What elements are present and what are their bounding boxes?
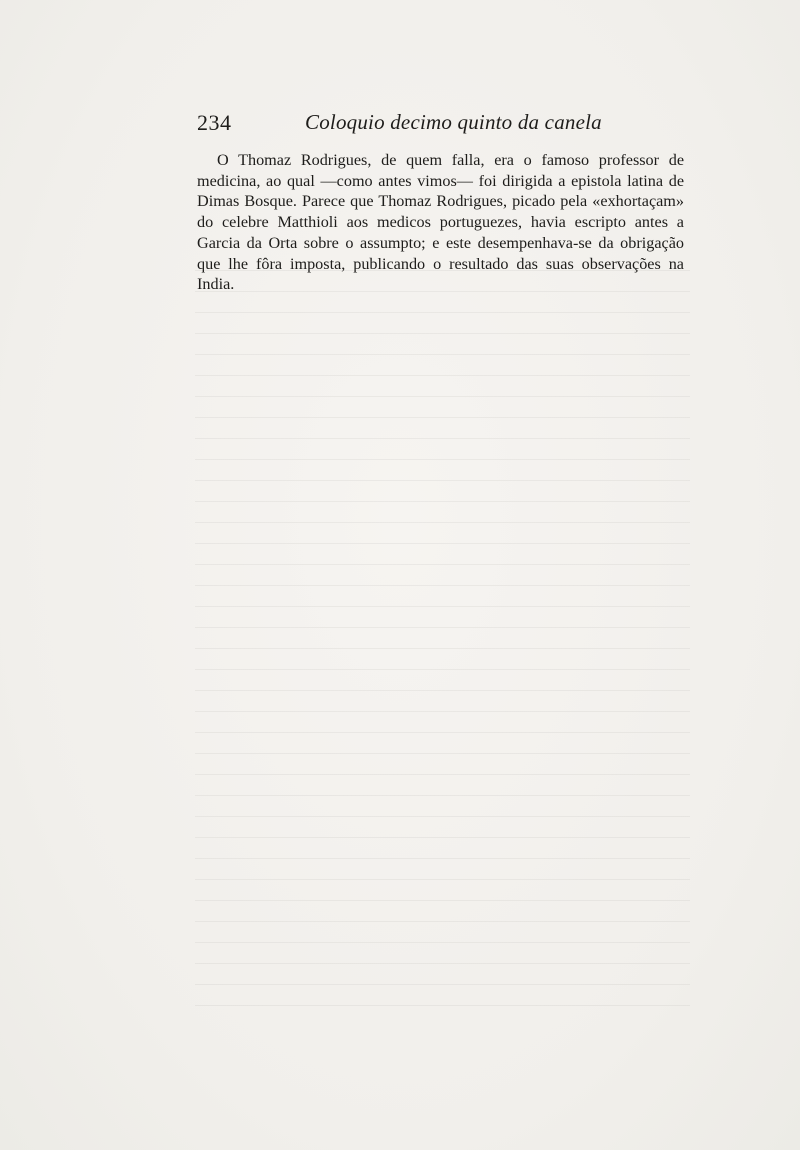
page-number: 234 [197, 110, 232, 135]
body-paragraph: O Thomaz Rodrigues, de quem falla, era o famoso professor de medicina, ao qual —como antes vimos— foi dirigida a epistola latina de Dimas Bosque. Parece que Thomaz Rodrigues, picado pela «exhortaçam» do celebre Matthioli aos medicos portuguezes, havia escripto antes a Garcia da Orta sobre o assumpto; e este desempenhava-se da obrigação que lhe fôra imposta, publicando o resultado das suas observações na India. [197, 151, 684, 294]
running-title: Coloquio decimo quinto da canela [305, 110, 602, 134]
running-head [197, 110, 684, 140]
show-through-texture [195, 270, 690, 1010]
